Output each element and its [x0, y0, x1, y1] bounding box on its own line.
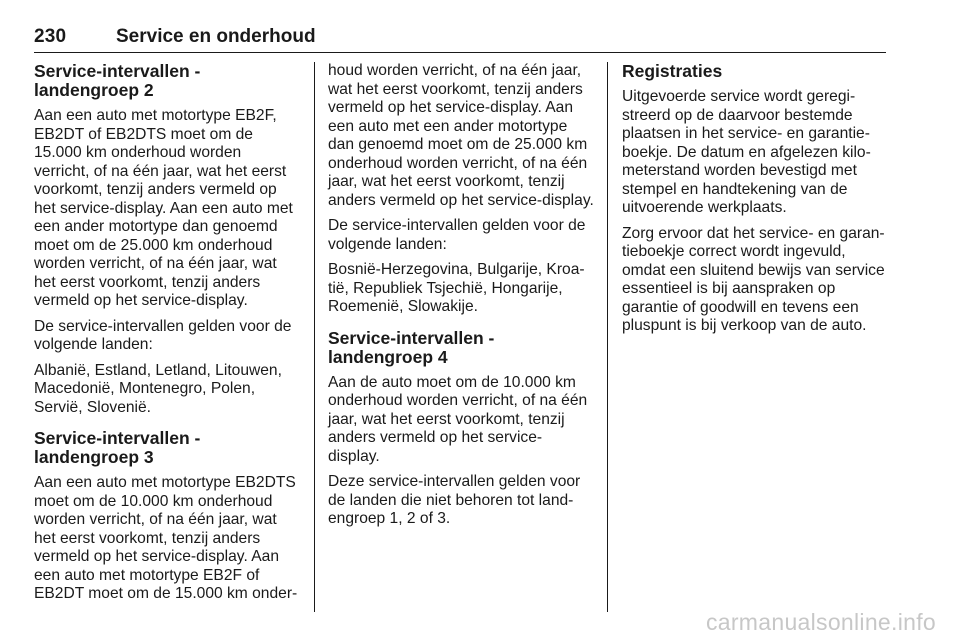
- section-heading-landengroep-2: Service-intervallen - landengroep 2: [34, 61, 201, 100]
- section-heading-landengroep-3: Service-intervallen - landengroep 3: [34, 428, 201, 467]
- page-number: 230: [34, 26, 67, 47]
- paragraph: Deze service-intervallen gelden voor de landen die niet behoren tot land‐ engroep 1, 2 of 3.: [328, 473, 581, 527]
- paragraph: Aan een auto met motortype EB2F, EB2DT of EB2DTS moet om de 15.000 km onderhoud worden verricht, of na één jaar, wat het eerst voorkomt, tenzij anders vermeld op het service-display. Aan een auto met een ander motortype dan genoemd moet om de 25.000 km onderhoud worden verricht, of na één jaar, wat het eerst voorkomt, tenzij anders vermeld op het service-display.: [34, 107, 293, 309]
- country-list: Bosnië-Herzegovina, Bulgarije, Kroa‐ tië, Republiek Tsjechië, Hongarije, Roemenië, Slowakije.: [328, 261, 585, 315]
- paragraph: houd worden verricht, of na één jaar, wat het eerst voorkomt, tenzij anders vermeld op het service-display. Aan een auto met een ander motortype dan genoemd moet om de 25.000 km onderhoud worden verricht, of na één jaar, wat het eerst voorkomt, tenzij anders vermeld op het service-display.: [328, 62, 594, 209]
- section-heading-registraties: Registraties: [622, 61, 723, 81]
- paragraph: Aan de auto moet om de 10.000 km onderhoud worden verricht, of na één jaar, wat het eerst voorkomt, tenzij anders vermeld op het service- display.: [328, 373, 588, 465]
- page-header: [34, 26, 886, 53]
- paragraph: De service-intervallen gelden voor de volgende landen:: [328, 217, 586, 253]
- paragraph: De service-intervallen gelden voor de volgende landen:: [34, 317, 292, 353]
- paragraph: Uitgevoerde service wordt geregi‐ streerd op de daarvoor bestemde plaatsen in het service- en garantie‐ boekje. De datum en afgelezen kilo‐ meterstand worden bevestigd met stempel en handtekening van de uitvoerende werkplaats.: [622, 88, 871, 216]
- paragraph: Aan een auto met motortype EB2DTS moet om de 10.000 km onderhoud worden verricht, of na één jaar, wat het eerst voorkomt, tenzij anders vermeld op het service-display. Aan een auto met motortype EB2F of EB2DT moet om de 15.000 km onder‐: [34, 474, 298, 602]
- watermark: carmanualsonline.info: [705, 609, 936, 635]
- column-divider: [314, 62, 315, 612]
- section-heading-landengroep-4: Service-intervallen - landengroep 4: [328, 327, 495, 367]
- column-1: [34, 62, 300, 611]
- column-3: [622, 62, 888, 343]
- country-list: Albanië, Estland, Letland, Litouwen, Macedonië, Montenegro, Polen, Servië, Slovenië.: [34, 361, 282, 416]
- page-title: Service en onderhoud: [116, 26, 316, 47]
- paragraph: Zorg ervoor dat het service- en garan‐ tieboekje correct wordt ingevuld, omdat een sluitend bewijs van service essentieel is bij aanspraken op garantie of goodwill en tevens een pluspunt is bij verkoop van de auto.: [622, 224, 885, 334]
- column-2: [328, 62, 596, 536]
- column-divider: [607, 62, 608, 612]
